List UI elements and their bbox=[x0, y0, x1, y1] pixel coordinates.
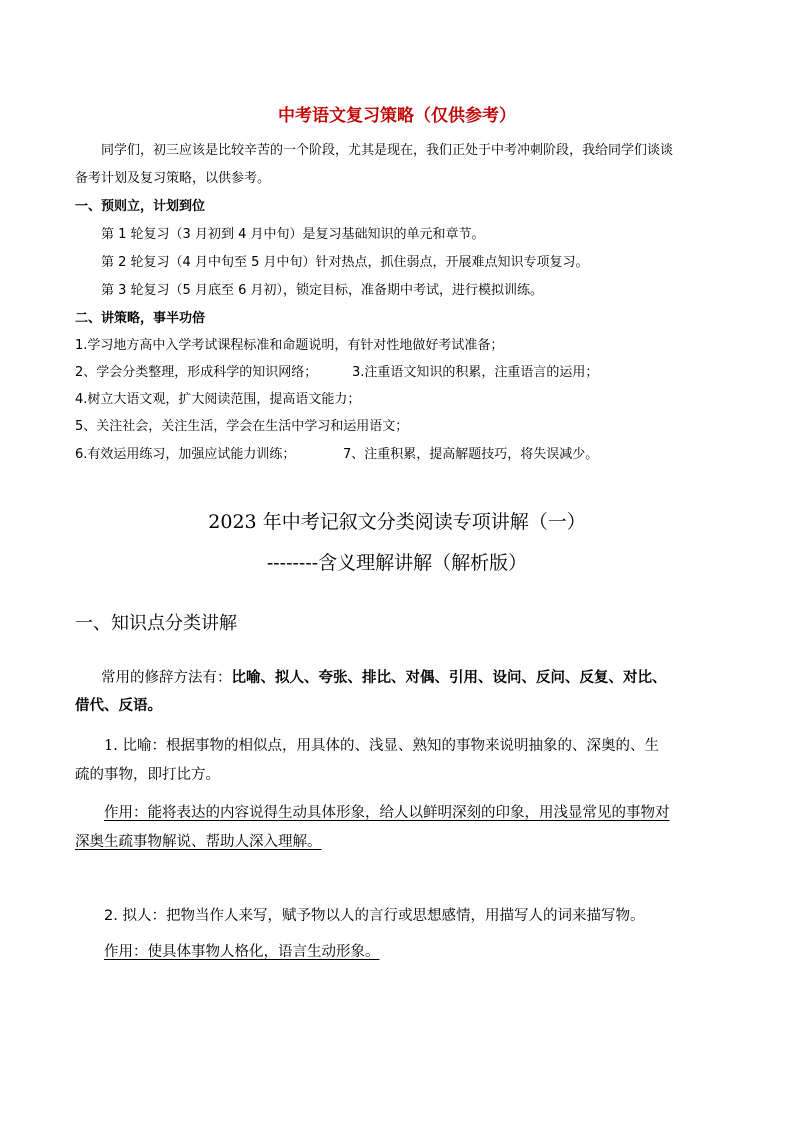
section2-heading: 二、讲策略，事半功倍 bbox=[75, 311, 206, 326]
tip-3: 3.注重语文知识的积累，注重语言的运用； bbox=[352, 365, 599, 380]
item2-line-1: 2. 拟人：把物当作人来写，赋予物以人的言行或思想感情，用描写人的词来描写物。 bbox=[104, 908, 645, 924]
methods-list-part-1: 比喻、拟人、夸张、排比、对偶、引用、设问、反问、反复、对比、 bbox=[231, 670, 667, 686]
intro-line-1: 同学们，初三应该是比较辛苦的一个阶段，尤其是现在，我们正处于中考冲刺阶段，我给同学们谈谈 bbox=[101, 143, 674, 158]
methods-intro: 常用的修辞方法有： bbox=[101, 670, 232, 686]
strategy-title: 中考语文复习策略（仅供参考） bbox=[278, 106, 516, 126]
item2-effect: 作用：使具体事物人格化，语言生动形象。 bbox=[104, 944, 380, 960]
tip-5: 5、关注社会，关注生活，学会在生活中学习和运用语文； bbox=[75, 419, 409, 434]
tip-4: 4.树立大语文观，扩大阅读范围，提高语文能力； bbox=[75, 392, 361, 407]
tip-7: 7、注重积累，提高解题技巧，将失误减少。 bbox=[343, 447, 599, 462]
item1-effect-line-1: 作用：能将表达的内容说得生动具体形象，给人以鲜明深刻的印象，用浅显常见的事物对 bbox=[104, 805, 670, 821]
round-1: 第 1 轮复习（3 月初到 4 月中旬）是复习基础知识的单元和章节。 bbox=[101, 227, 485, 242]
tip-6: 6.有效运用练习，加强应试能力训练； bbox=[75, 447, 296, 462]
lecture-title-line-2: --------含义理解讲解（解析版） bbox=[266, 552, 528, 574]
round-3: 第 3 轮复习（5 月底至 6 月初），锁定目标，准备期中考试，进行模拟训练。 bbox=[101, 283, 543, 298]
round-2: 第 2 轮复习（4 月中旬至 5 月中旬）针对热点，抓住弱点，开展难点知识专项复习。 bbox=[101, 255, 589, 270]
intro-line-2: 备考计划及复习策略，以供参考。 bbox=[75, 171, 271, 186]
item1-line-1: 1. 比喻：根据事物的相似点，用具体的、浅显、熟知的事物来说明抽象的、深奥的、生 bbox=[104, 738, 659, 754]
methods-line-1 bbox=[101, 667, 667, 689]
item1-line-2: 疏的事物，即打比方。 bbox=[75, 767, 220, 783]
section1-heading: 一、预则立，计划到位 bbox=[75, 199, 206, 214]
lecture-title-line-1: 2023 年中考记叙文分类阅读专项讲解（一） bbox=[208, 511, 586, 533]
methods-list-part-2: 借代、反语。 bbox=[75, 698, 162, 714]
tip-1: 1.学习地方高中入学考试课程标准和命题说明，有针对性地做好考试准备； bbox=[75, 338, 504, 353]
item1-effect-line-2: 深奥生疏事物解说、帮助人深入理解。 bbox=[75, 834, 322, 850]
knowledge-section-heading: 一、知识点分类讲解 bbox=[75, 613, 237, 634]
tip-2: 2、学会分类整理，形成科学的知识网络； bbox=[75, 365, 318, 380]
